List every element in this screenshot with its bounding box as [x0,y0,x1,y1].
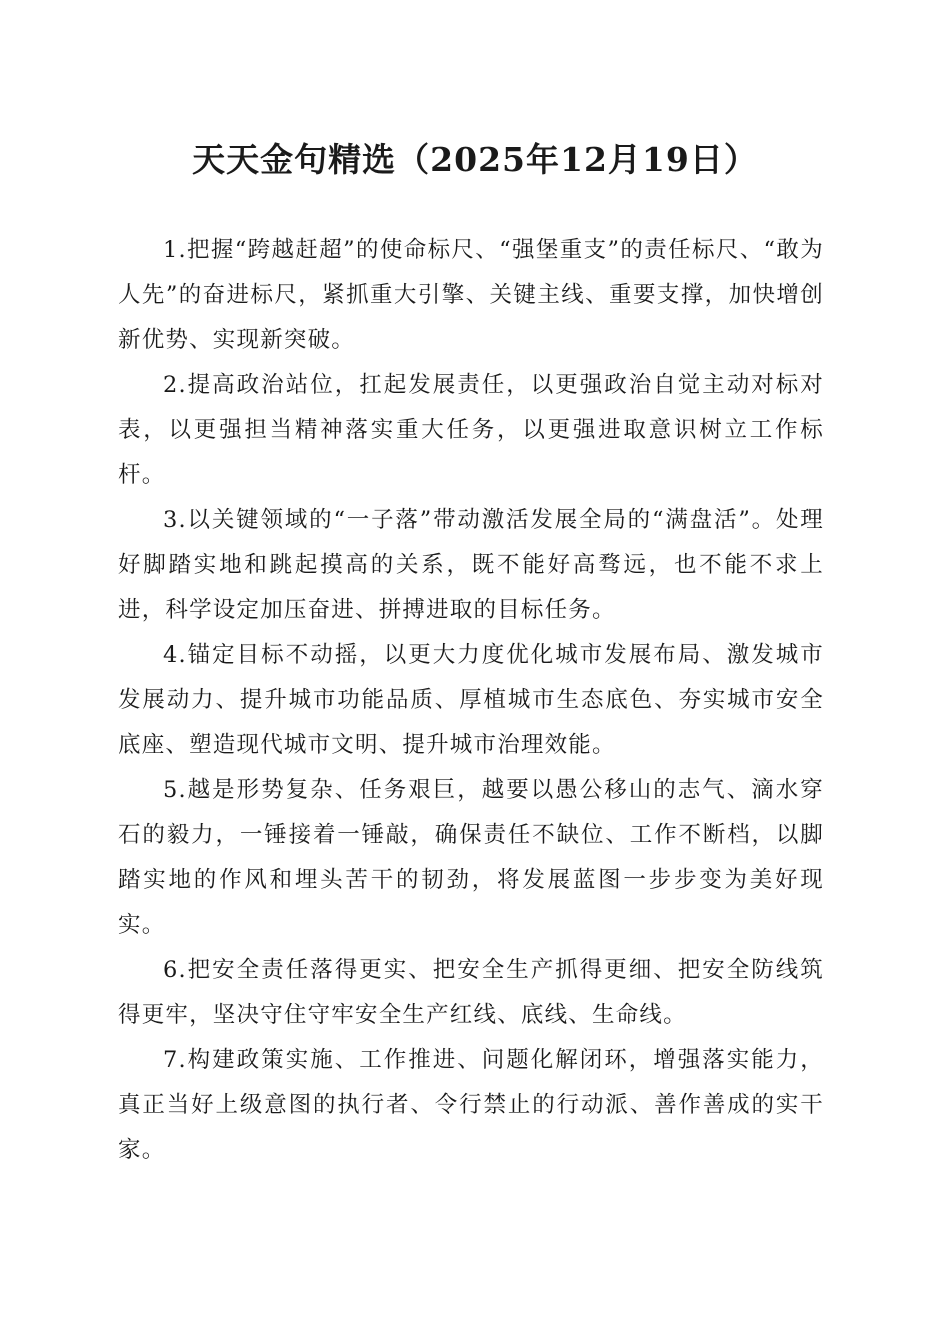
document-title: 天天金句精选（2025年12月19日） [192,140,758,179]
paragraph-4: 4.锚定目标不动摇，以更大力度优化城市发展布局、激发城市发展动力、提升城市功能品质、厚植城市生态底色、夯实城市安全底座、塑造现代城市文明、提升城市治理效能。 [118,642,824,758]
paragraph-7: 7.构建政策实施、工作推进、问题化解闭环，增强落实能力，真正当好上级意图的执行者、令行禁止的行动派、善作善成的实干家。 [118,1047,824,1163]
paragraph-6: 6.把安全责任落得更实、把安全生产抓得更细、把安全防线筑得更牢，坚决守住守牢安全生产红线、底线、生命线。 [118,957,824,1028]
paragraph-2: 2.提高政治站位，扛起发展责任，以更强政治自觉主动对标对表，以更强担当精神落实重大任务，以更强进取意识树立工作标杆。 [118,372,824,488]
document-body [118,228,824,1173]
paragraph-1: 1.把握“跨越赶超”的使命标尺、“强堡重支”的责任标尺、“敢为人先”的奋进标尺，紧抓重大引擎、关键主线、重要支撑，加快增创新优势、实现新突破。 [118,237,824,353]
paragraph-3: 3.以关键领域的“一子落”带动激活发展全局的“满盘活”。处理好脚踏实地和跳起摸高的关系，既不能好高骛远，也不能不求上进，科学设定加压奋进、拼搏进取的目标任务。 [118,507,824,623]
paragraph-5: 5.越是形势复杂、任务艰巨，越要以愚公移山的志气、滴水穿石的毅力，一锤接着一锤敲，确保责任不缺位、工作不断档，以脚踏实地的作风和埋头苦干的韧劲，将发展蓝图一步步变为美好现实。 [118,777,824,938]
